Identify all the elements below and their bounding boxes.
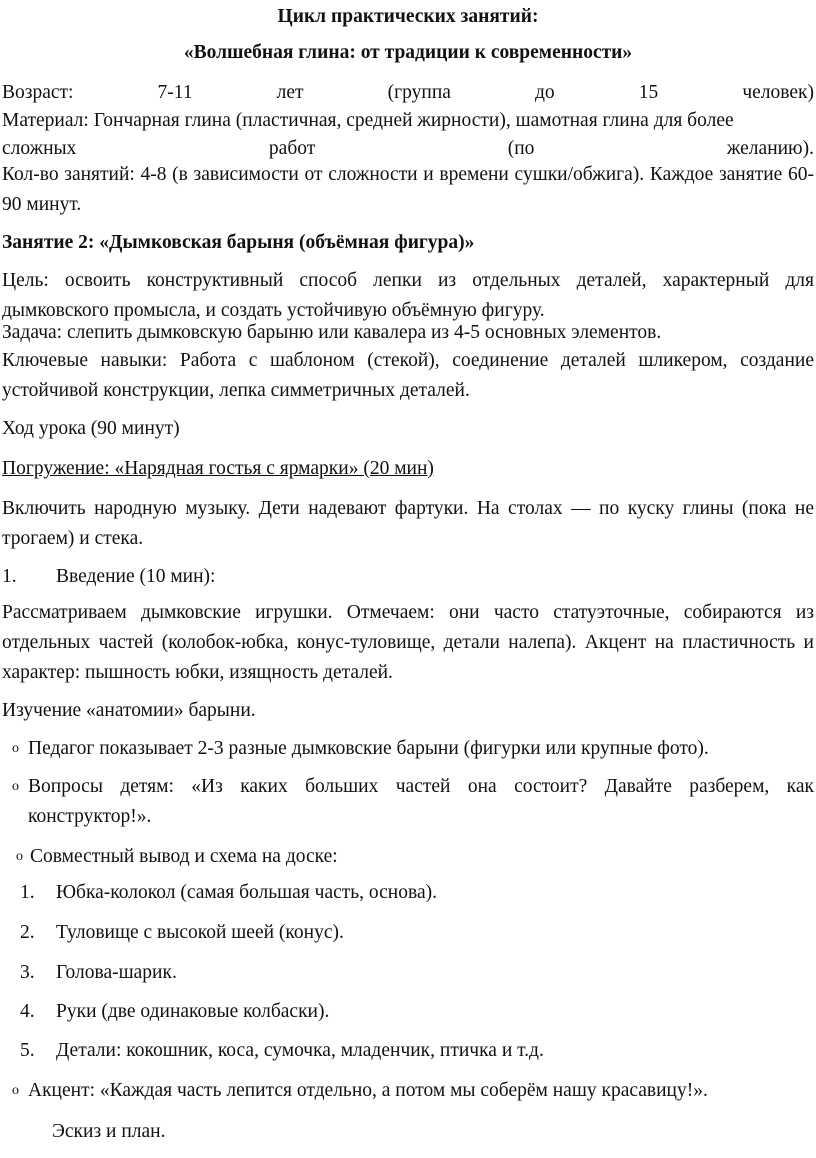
intro-number: 1. xyxy=(2,566,17,587)
key-skills: Ключевые навыки: Работа с шаблоном (стекой), соединение деталей шликером, создание устойчивой конструкции, лепка симметричных деталей. xyxy=(2,350,814,401)
part-number: 4. xyxy=(20,1001,35,1022)
anatomy-text: Изучение «анатомии» барыни. xyxy=(2,700,256,721)
material-line-2: сложных работ (по желанию). xyxy=(2,138,814,159)
part-number: 5. xyxy=(20,1040,35,1061)
lesson-title: Занятие 2: «Дымковская барыня (объёмная фигура)» xyxy=(2,232,475,253)
lesson-goal: Цель: освоить конструктивный способ лепки из отдельных деталей, характерный для дымковского промысла, и создать устойчивую объёмную фигуру. xyxy=(2,270,814,321)
part-text: Туловище с высокой шеей (конус). xyxy=(56,922,344,943)
immersion-text: Включить народную музыку. Дети надевают фартуки. На столах — по куску глины (пока не трогаем) и стека. xyxy=(2,498,814,549)
intro-title: Введение (10 мин): xyxy=(56,566,216,587)
bullet-text: Вопросы детям: «Из каких больших частей она состоит? Давайте разберем, как конструктор!». xyxy=(28,776,814,827)
part-number: 2. xyxy=(20,922,35,943)
immersion-heading: Погружение: «Нарядная гостья с ярмарки» (20 мин) xyxy=(2,458,434,479)
lesson-task: Задача: слепить дымковскую барыню или кавалера из 4-5 основных элементов. xyxy=(2,322,662,343)
cycle-subtitle: «Волшебная глина: от традиции к современности» xyxy=(183,42,633,63)
bullet-mark: o xyxy=(12,1083,19,1098)
part-number: 3. xyxy=(20,962,35,983)
age-line: Возраст: 7-11 лет (группа до 15 человек) xyxy=(2,82,814,103)
bullet-text: Акцент: «Каждая часть лепится отдельно, а потом мы соберём нашу красавицу!». xyxy=(28,1080,708,1101)
review-text: Рассматриваем дымковские игрушки. Отмечаем: они часто статуэточные, собираются из отдельных частей (колобок-юбка, конус-туловище, детали налепа). Акцент на пластичность и характер: пышность юбки, изящность деталей. xyxy=(2,602,814,683)
part-number: 1. xyxy=(20,882,35,903)
part-text: Голова-шарик. xyxy=(56,962,177,983)
material-line-1: Материал: Гончарная глина (пластичная, средней жирности), шамотная глина для более xyxy=(2,110,734,131)
bullet-mark: o xyxy=(12,741,19,756)
immersion-heading-wrap xyxy=(2,454,814,484)
bullet-mark: o xyxy=(16,849,23,864)
cycle-title: Цикл практических занятий: xyxy=(277,6,539,27)
part-text: Детали: кокошник, коса, сумочка, младенчик, птичка и т.д. xyxy=(56,1040,544,1061)
sketch-text: Эскиз и план. xyxy=(52,1121,166,1142)
bullet-mark: o xyxy=(12,779,19,794)
lesson-course-heading: Ход урока (90 минут) xyxy=(2,418,180,439)
bullet-text: Совместный вывод и схема на доске: xyxy=(30,846,338,867)
bullet-text: Педагог показывает 2-3 разные дымковские барыни (фигурки или крупные фото). xyxy=(28,738,709,759)
lessons-count: Кол-во занятий: 4-8 (в зависимости от сложности и времени сушки/обжига). Каждое занятие 60-90 минут. xyxy=(2,164,814,215)
intro-item xyxy=(2,562,814,592)
part-text: Руки (две одинаковые колбаски). xyxy=(56,1001,330,1022)
part-text: Юбка-колокол (самая большая часть, основа). xyxy=(56,882,437,903)
